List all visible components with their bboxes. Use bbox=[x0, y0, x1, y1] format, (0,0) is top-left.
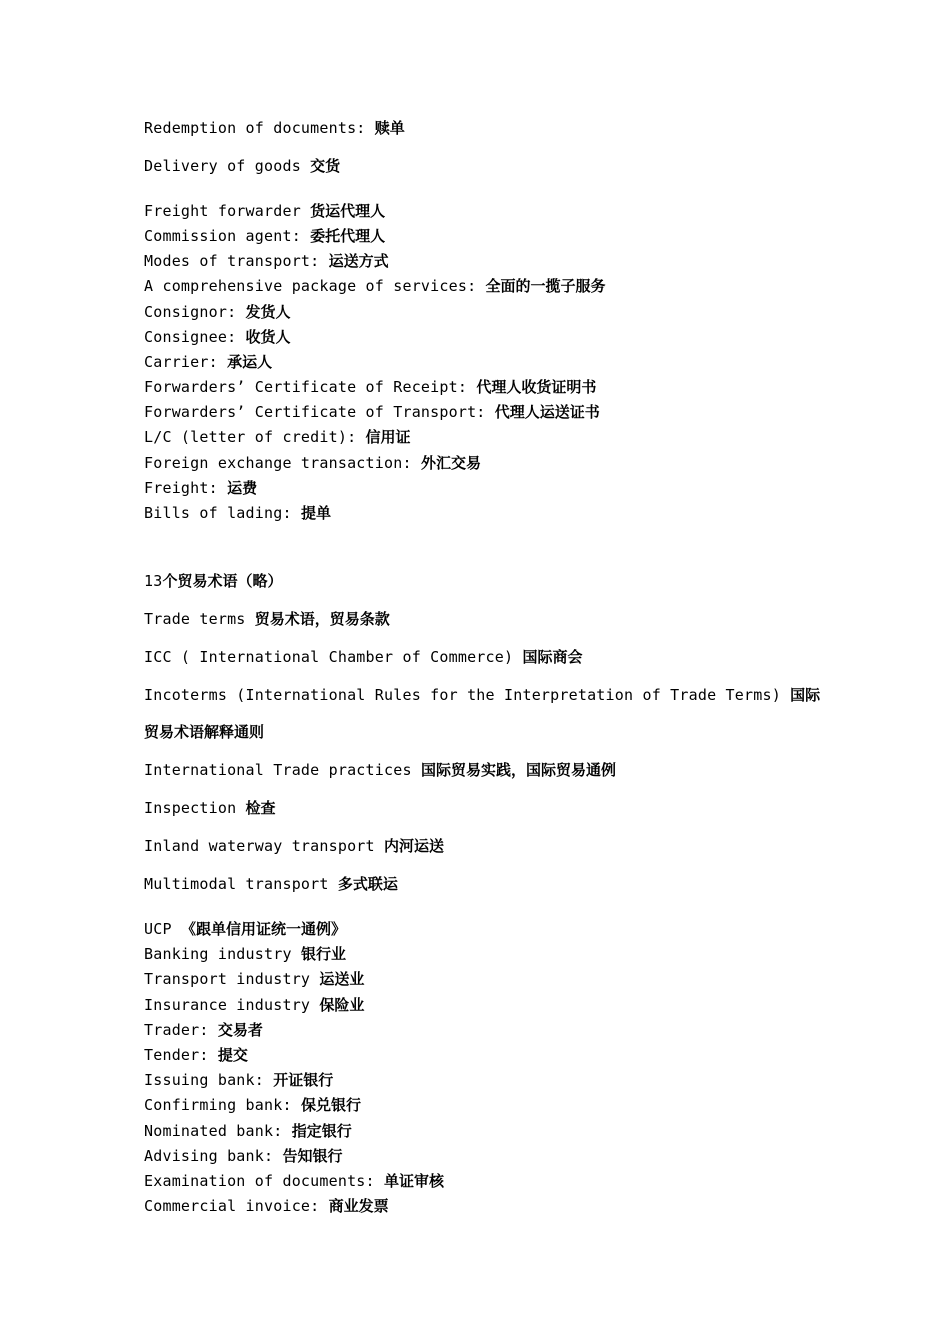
term-english: Freight forwarder bbox=[144, 202, 311, 220]
term-english: Trader: bbox=[144, 1021, 218, 1039]
term-english: Confirming bank: bbox=[144, 1096, 301, 1114]
term-line bbox=[144, 836, 444, 856]
term-english: A comprehensive package of services: bbox=[144, 277, 486, 295]
term-chinese: 单证审核 bbox=[384, 1172, 445, 1190]
term-chinese: 赎单 bbox=[374, 119, 405, 137]
term-english: Commercial invoice: bbox=[144, 1197, 329, 1215]
term-chinese: 运送业 bbox=[319, 970, 365, 988]
term-line bbox=[144, 251, 389, 271]
term-chinese: 全面的一揽子服务 bbox=[485, 277, 606, 295]
term-chinese: 内河运送 bbox=[384, 837, 445, 855]
term-chinese: 商业发票 bbox=[328, 1197, 389, 1215]
term-english: L/C (letter of credit): bbox=[144, 428, 366, 446]
term-english: 13 bbox=[144, 572, 163, 590]
term-line bbox=[144, 685, 820, 705]
term-line bbox=[144, 503, 331, 523]
term-line bbox=[144, 352, 272, 372]
term-line bbox=[144, 1196, 389, 1216]
term-line bbox=[144, 919, 346, 939]
term-chinese: 交货 bbox=[310, 157, 341, 175]
term-english: Modes of transport: bbox=[144, 252, 329, 270]
term-english: Consignee: bbox=[144, 328, 246, 346]
term-line bbox=[144, 874, 398, 894]
term-chinese: 个贸易术语（略） bbox=[162, 572, 283, 590]
term-english: Transport industry bbox=[144, 970, 320, 988]
term-english: Multimodal transport bbox=[144, 875, 338, 893]
term-line bbox=[144, 1146, 342, 1166]
term-chinese: 提单 bbox=[300, 504, 331, 522]
term-english: Foreign exchange transaction: bbox=[144, 454, 421, 472]
term-chinese: 多式联运 bbox=[337, 875, 398, 893]
term-line bbox=[144, 377, 596, 397]
term-english: Examination of documents: bbox=[144, 1172, 384, 1190]
term-line bbox=[144, 276, 606, 296]
term-line bbox=[144, 1171, 444, 1191]
term-english: Consignor: bbox=[144, 303, 246, 321]
term-english: Freight: bbox=[144, 479, 228, 497]
term-line bbox=[144, 478, 257, 498]
term-chinese: 委托代理人 bbox=[310, 227, 386, 245]
term-chinese: 贸易术语解释通则 bbox=[144, 723, 265, 741]
term-chinese: 贸易术语，贸易条款 bbox=[254, 610, 390, 628]
term-line bbox=[144, 453, 481, 473]
term-chinese: 代理人运送证书 bbox=[494, 403, 600, 421]
term-line bbox=[144, 609, 390, 629]
term-chinese: 运费 bbox=[227, 479, 258, 497]
term-english: Insurance industry bbox=[144, 996, 320, 1014]
term-line bbox=[144, 944, 346, 964]
term-line bbox=[144, 969, 364, 989]
term-english: Issuing bank: bbox=[144, 1071, 274, 1089]
term-english: ICC ( International Chamber of Commerce) bbox=[144, 648, 523, 666]
term-chinese: 保险业 bbox=[319, 996, 365, 1014]
term-chinese: 检查 bbox=[245, 799, 276, 817]
term-chinese: 国际商会 bbox=[522, 648, 583, 666]
term-chinese: 货运代理人 bbox=[310, 202, 386, 220]
term-chinese: 国际贸易实践，国际贸易通例 bbox=[420, 761, 616, 779]
term-line bbox=[144, 302, 291, 322]
term-english: Inspection bbox=[144, 799, 246, 817]
term-line bbox=[144, 201, 385, 221]
term-english: Tender: bbox=[144, 1046, 218, 1064]
term-english: Redemption of documents: bbox=[144, 119, 375, 137]
term-english: Forwarders’ Certificate of Transport: bbox=[144, 403, 495, 421]
term-chinese: 指定银行 bbox=[291, 1122, 352, 1140]
term-chinese: 运送方式 bbox=[328, 252, 389, 270]
term-chinese: 银行业 bbox=[300, 945, 346, 963]
term-chinese: 提交 bbox=[217, 1046, 248, 1064]
term-chinese: 告知银行 bbox=[282, 1147, 343, 1165]
term-english: Trade terms bbox=[144, 610, 255, 628]
term-line bbox=[144, 1020, 263, 1040]
term-chinese: 发货人 bbox=[245, 303, 291, 321]
term-english: Advising bank: bbox=[144, 1147, 283, 1165]
term-chinese: 承运人 bbox=[227, 353, 273, 371]
term-chinese: 信用证 bbox=[365, 428, 411, 446]
term-line bbox=[144, 118, 405, 138]
term-chinese: 收货人 bbox=[245, 328, 291, 346]
term-english: Inland waterway transport bbox=[144, 837, 384, 855]
term-chinese: 保兑银行 bbox=[300, 1096, 361, 1114]
term-english: Nominated bank: bbox=[144, 1122, 292, 1140]
term-line bbox=[144, 402, 600, 422]
term-english: Banking industry bbox=[144, 945, 301, 963]
term-line bbox=[144, 798, 276, 818]
term-english: Forwarders’ Certificate of Receipt: bbox=[144, 378, 477, 396]
term-chinese: 《跟单信用证统一通例》 bbox=[180, 920, 346, 938]
term-english: International Trade practices bbox=[144, 761, 421, 779]
term-line bbox=[144, 226, 385, 246]
term-line bbox=[144, 1095, 361, 1115]
term-chinese: 国际 bbox=[790, 686, 821, 704]
term-line bbox=[144, 1070, 333, 1090]
term-line bbox=[144, 156, 340, 176]
term-english: Commission agent: bbox=[144, 227, 311, 245]
term-english: Carrier: bbox=[144, 353, 228, 371]
section-heading bbox=[144, 571, 282, 591]
term-chinese: 交易者 bbox=[217, 1021, 263, 1039]
term-line bbox=[144, 760, 616, 780]
term-chinese: 外汇交易 bbox=[420, 454, 481, 472]
term-line bbox=[144, 327, 291, 347]
term-chinese: 开证银行 bbox=[273, 1071, 334, 1089]
term-line bbox=[144, 1121, 352, 1141]
term-line bbox=[144, 427, 411, 447]
term-english: Delivery of goods bbox=[144, 157, 311, 175]
term-english: Bills of lading: bbox=[144, 504, 301, 522]
term-line bbox=[144, 647, 582, 667]
term-line bbox=[144, 995, 364, 1015]
term-chinese: 代理人收货证明书 bbox=[476, 378, 597, 396]
term-line-continued bbox=[144, 722, 264, 742]
term-english: Incoterms (International Rules for the Interpretation of Trade Terms) bbox=[144, 686, 791, 704]
term-line bbox=[144, 1045, 248, 1065]
term-english: UCP bbox=[144, 920, 181, 938]
